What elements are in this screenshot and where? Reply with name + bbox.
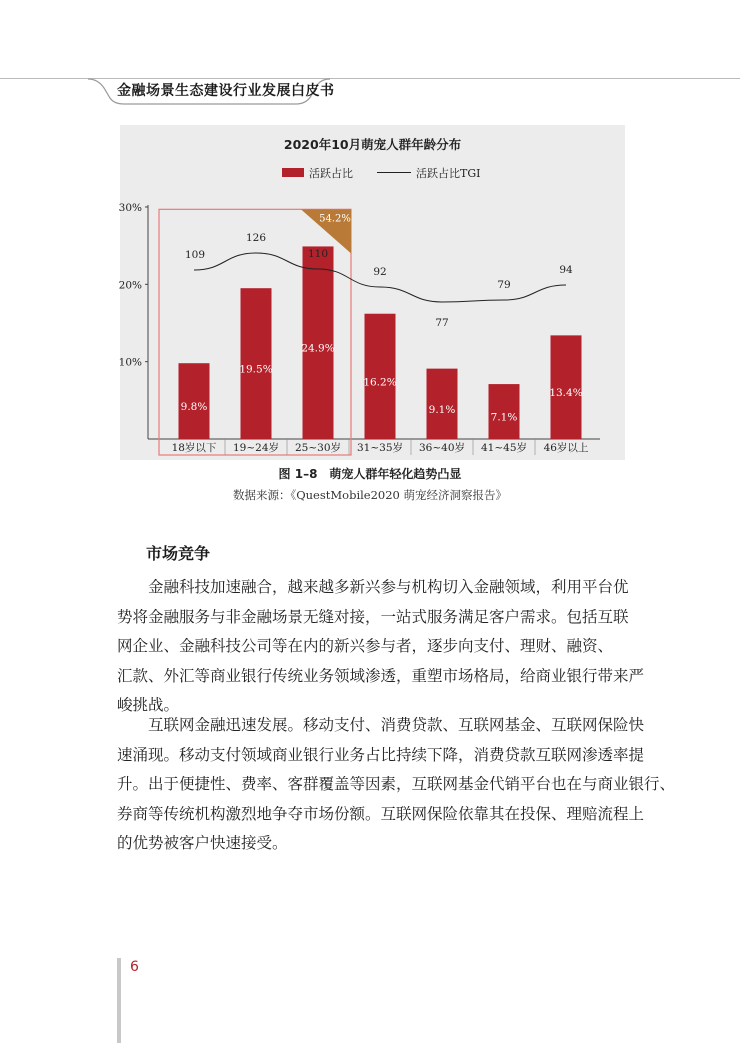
y-tick-label: 20% <box>118 279 142 292</box>
age-distribution-chart <box>0 0 740 470</box>
y-tick-label: 30% <box>118 202 142 214</box>
x-tick-label: 18岁以下 <box>171 442 217 454</box>
highlight-label: 54.2% <box>319 213 351 225</box>
y-tick-label: 10% <box>118 356 142 369</box>
paragraph-line: 网企业、金融科技公司等在内的新兴参与者，逐步向支付、理财、融资、 <box>117 637 614 656</box>
paragraph-line: 势将金融服务与非金融场景无缝对接，一站式服务满足客户需求。包括互联 <box>117 607 629 626</box>
tgi-value-label: 110 <box>307 248 329 260</box>
tgi-value-label: 126 <box>245 232 267 244</box>
figure-caption: 图 1–8 萌宠人群年轻化趋势凸显 <box>278 467 462 481</box>
paragraph-line: 速涌现。移动支付领域商业银行业务占比持续下降，消费贷款互联网渗透率提 <box>117 745 645 764</box>
paragraph-line: 峻挑战。 <box>117 696 180 715</box>
chart-title: 2020年10月萌宠人群年龄分布 <box>283 137 462 152</box>
legend-label-line: 活跃占比TGI <box>416 167 481 180</box>
tgi-value-label: 79 <box>497 279 511 291</box>
page-number: 6 <box>130 959 139 975</box>
x-tick-label: 25~30岁 <box>294 442 342 454</box>
tgi-value-label: 92 <box>373 266 387 278</box>
bar-value-label: 24.9% <box>301 342 335 355</box>
bar-value-label: 19.5% <box>239 363 273 376</box>
x-tick-label: 31~35岁 <box>356 442 404 454</box>
paragraph-line: 券商等传统机构激烈地争夺市场份额。互联网保险依靠其在投保、理赔流程上 <box>117 804 645 823</box>
legend-label-bar: 活跃占比 <box>309 167 353 180</box>
figure-source: 数据来源：《QuestMobile2020 萌宠经济洞察报告》 <box>232 488 508 502</box>
paragraph-2 <box>117 711 676 859</box>
bar-value-label: 13.4% <box>549 387 583 400</box>
paragraph-line: 的优势被客户快速接受。 <box>117 834 288 853</box>
x-tick-label: 19~24岁 <box>232 442 280 454</box>
x-tick-label: 46岁以上 <box>543 442 589 454</box>
bar-value-label: 9.1% <box>428 403 456 416</box>
bar-value-label: 16.2% <box>363 376 397 389</box>
paragraph-1 <box>117 573 645 721</box>
paragraph-line: 升。出于便捷性、费率、客群覆盖等因素，互联网基金代销平台也在与商业银行、 <box>117 775 676 794</box>
bar-value-label: 7.1% <box>490 411 518 424</box>
running-header: 金融场景生态建设行业发展白皮书 <box>117 83 335 99</box>
paragraph-line: 汇款、外汇等商业银行传统业务领域渗透，重塑市场格局，给商业银行带来严 <box>117 666 645 685</box>
bar-value-label: 9.8% <box>180 401 208 414</box>
paragraph-line: 互联网金融迅速发展。移动支付、消费贷款、互联网基金、互联网保险快 <box>117 716 645 734</box>
section-title: 市场竞争 <box>146 544 211 563</box>
x-tick-label: 36~40岁 <box>418 442 466 454</box>
tgi-value-label: 77 <box>435 317 449 329</box>
tgi-value-label: 94 <box>559 264 573 276</box>
tgi-value-label: 109 <box>184 249 206 261</box>
x-tick-label: 41~45岁 <box>480 442 528 454</box>
paragraph-line: 金融科技加速融合，越来越多新兴参与机构切入金融领域，利用平台优 <box>117 578 629 596</box>
page-margin-bar <box>117 958 121 1043</box>
